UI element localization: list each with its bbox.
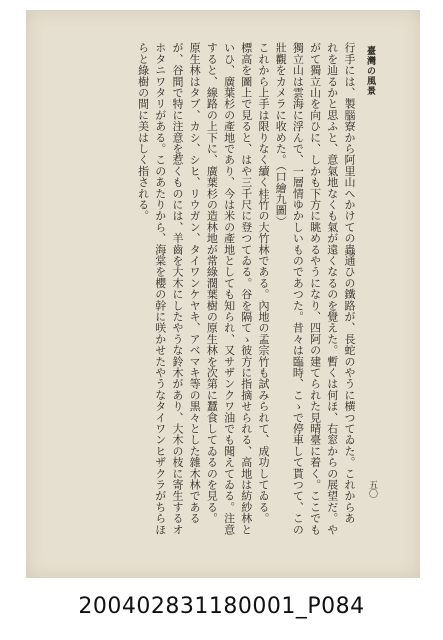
archive-id-label: 200402831180001_P084 xyxy=(78,594,365,619)
text-column: ホタニワタリがある。このあたりから、海棠を櫻の幹に咲かせたやうなタイワンヒザクラがちらほ xyxy=(153,42,167,535)
page-number: 五〇 xyxy=(367,480,377,498)
text-column: れを辿るかと思ふと、意氣地なくも氣が遠くなるのを覺えた。暫くは何ほ、右窓からの展望だ。や xyxy=(325,42,339,535)
running-header: 臺灣の風景 xyxy=(365,46,375,96)
text-column: がて獨立山を向ひに、しかも下方に眺めるやうになり、四阿の建てられた見晴臺に着く。ここでも xyxy=(308,42,322,535)
text-column: 行手には、製腦寮から阿里山へかけての蟲通ひの鐵路が、長蛇のやうに横つてゐた。これからあ xyxy=(343,42,356,524)
body-text xyxy=(66,42,358,552)
text-column: らと綠樹の間に美はしく指される。 xyxy=(136,42,150,222)
text-column: これから上手は限りなく續く桂竹の大竹林である。內地の孟宗竹も試みられて、成功してゐる。 xyxy=(256,42,270,524)
text-column: すると、線路の上下に、廣葉杉の造林地が常綠濶葉樹の原生林を次第に蠶食してゐるのを見る。 xyxy=(205,42,219,524)
text-column: 原生林はタブ、カシ、シヒ、リウガン、タイワンケヤキ、アベマキ等の黒々とした雜木林である xyxy=(188,42,202,524)
text-column: 標高を圖上で見ると、はや三千尺に登つてゐる。谷を隔てゝ彼方に指摘せられる、高地は紡紗林と xyxy=(239,42,253,535)
text-column: が、谷間で特に注意を惹くものには、羊齒を大木にしたやうな鈴木があり、大木の枝に寄生するオ xyxy=(170,42,184,535)
text-column: 獨立山は雲海に浮んで、一層情ゆかしいものであつた。昔々は臨時、こゝで停車して貰つて、この xyxy=(291,42,305,535)
text-column: いひ、廣葉杉の產地であり、今は米の產地としても知られ、又サザンクワ油でも聞えてゐる。注意 xyxy=(222,42,236,535)
book-page xyxy=(26,10,420,578)
text-column: 壯觀をカメラに收めた。（口繪九圖） xyxy=(274,42,288,227)
